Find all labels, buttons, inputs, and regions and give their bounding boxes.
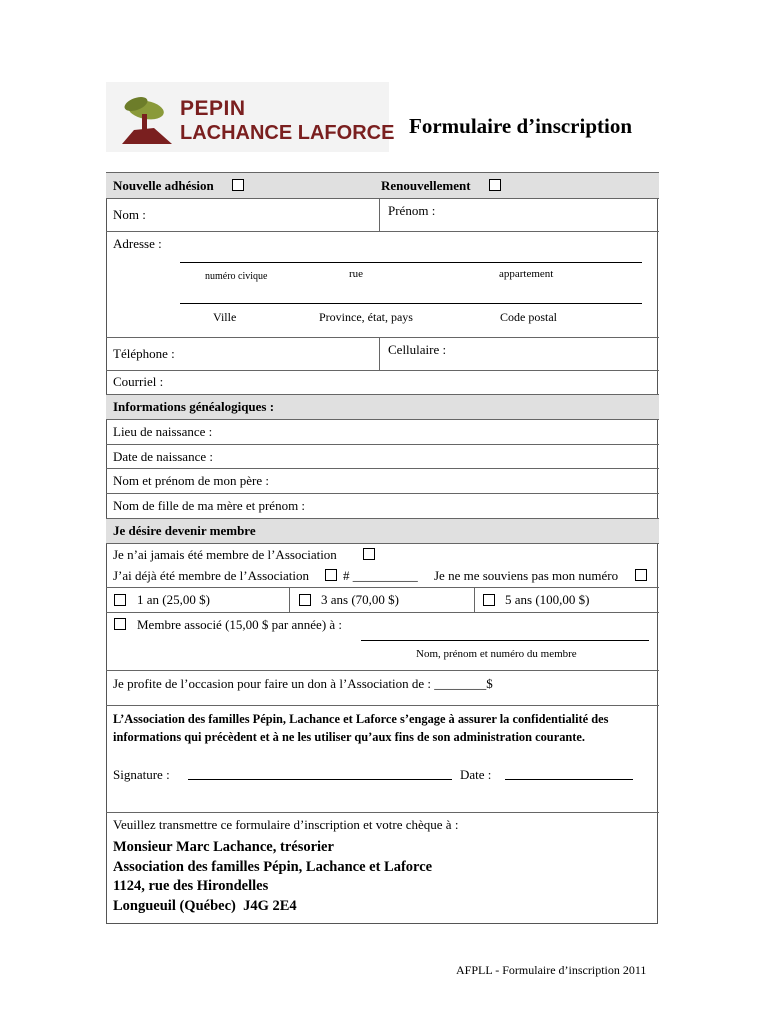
province-caption: Province, état, pays bbox=[319, 310, 413, 324]
forgot-number-label: Je ne me souviens pas mon numéro bbox=[434, 568, 619, 583]
new-membership-label: Nouvelle adhésion bbox=[113, 178, 214, 193]
divider bbox=[474, 587, 475, 612]
apartment-caption: appartement bbox=[499, 268, 554, 280]
signature-label: Signature : bbox=[113, 767, 170, 782]
date-line[interactable] bbox=[505, 779, 633, 780]
five-years-label: 5 ans (100,00 $) bbox=[505, 592, 590, 607]
divider bbox=[379, 198, 380, 231]
city-caption: Ville bbox=[213, 310, 237, 324]
email-label: Courriel : bbox=[113, 374, 164, 389]
three-years-checkbox[interactable] bbox=[299, 594, 311, 606]
email-row bbox=[106, 370, 659, 394]
divider bbox=[289, 587, 290, 612]
divider bbox=[379, 337, 380, 370]
logo-line-1: PEPIN bbox=[180, 97, 246, 120]
mailing-address bbox=[113, 838, 432, 916]
date-label: Date : bbox=[460, 767, 492, 782]
donation-label: Je profite de l’occasion pour faire un don à l’Association de : ________$ bbox=[113, 676, 493, 691]
new-membership-checkbox[interactable] bbox=[232, 179, 244, 191]
send-instruction: Veuillez transmettre ce formulaire d’inscription et votre chèque à : bbox=[113, 817, 459, 832]
association-logo bbox=[106, 82, 395, 152]
footer-text: AFPLL - Formulaire d’inscription 2011 bbox=[456, 963, 647, 977]
address-line-2[interactable] bbox=[180, 303, 642, 304]
associate-label: Membre associé (15,00 $ par année) à : bbox=[137, 617, 343, 632]
page-title: Formulaire d’inscription bbox=[409, 114, 633, 138]
address-line: Association des familles Pépin, Lachance et Laforce bbox=[113, 858, 433, 875]
former-member-label: J’ai déjà été membre de l’Association bbox=[113, 568, 310, 583]
genealogy-header: Informations généalogiques : bbox=[113, 399, 275, 414]
birthdate-label: Date de naissance : bbox=[113, 449, 213, 464]
postal-code-caption: Code postal bbox=[500, 310, 557, 324]
renewal-checkbox[interactable] bbox=[489, 179, 501, 191]
associate-checkbox[interactable] bbox=[114, 618, 126, 630]
phone-label: Téléphone : bbox=[113, 346, 175, 361]
address-line-1[interactable] bbox=[180, 262, 642, 263]
former-member-checkbox[interactable] bbox=[325, 569, 337, 581]
mother-label: Nom de fille de ma mère et prénom : bbox=[113, 498, 306, 513]
address-line: Longueuil (Québec) J4G 2E4 bbox=[113, 897, 297, 914]
civic-number-caption: numéro civique bbox=[205, 271, 268, 282]
renewal-label: Renouvellement bbox=[381, 178, 471, 193]
birthplace-label: Lieu de naissance : bbox=[113, 424, 213, 439]
address-line: 1124, rue des Hirondelles bbox=[113, 878, 269, 894]
never-member-label: Je n’ai jamais été membre de l’Association bbox=[113, 547, 337, 562]
member-number-field[interactable]: # __________ bbox=[343, 568, 418, 583]
five-years-checkbox[interactable] bbox=[483, 594, 495, 606]
associate-member-line[interactable] bbox=[361, 640, 649, 641]
phone-row bbox=[106, 337, 659, 370]
father-label: Nom et prénom de mon père : bbox=[113, 473, 269, 488]
three-years-label: 3 ans (70,00 $) bbox=[321, 592, 399, 607]
last-name-label: Nom : bbox=[113, 207, 146, 222]
confidentiality-text: L’Association des familles Pépin, Lachance et Laforce s’engage à assurer la confidentialité des informations qui précèdent et à ne les utiliser qu’aux fins de son administration courante. bbox=[113, 712, 609, 744]
one-year-checkbox[interactable] bbox=[114, 594, 126, 606]
one-year-label: 1 an (25,00 $) bbox=[137, 592, 210, 607]
first-name-label: Prénom : bbox=[388, 203, 436, 218]
address-line: Monsieur Marc Lachance, trésorier bbox=[113, 839, 334, 855]
signature-line[interactable] bbox=[188, 779, 452, 780]
never-member-checkbox[interactable] bbox=[363, 548, 375, 560]
forgot-number-checkbox[interactable] bbox=[635, 569, 647, 581]
address-label: Adresse : bbox=[113, 236, 162, 251]
name-row bbox=[106, 198, 659, 231]
logo-line-2: LACHANCE LAFORCE bbox=[180, 122, 395, 144]
member-header: Je désire devenir membre bbox=[113, 523, 256, 538]
associate-caption: Nom, prénom et numéro du membre bbox=[416, 648, 577, 660]
cell-label: Cellulaire : bbox=[388, 342, 447, 357]
street-caption: rue bbox=[349, 268, 364, 280]
leaf-logo-icon bbox=[114, 90, 178, 146]
